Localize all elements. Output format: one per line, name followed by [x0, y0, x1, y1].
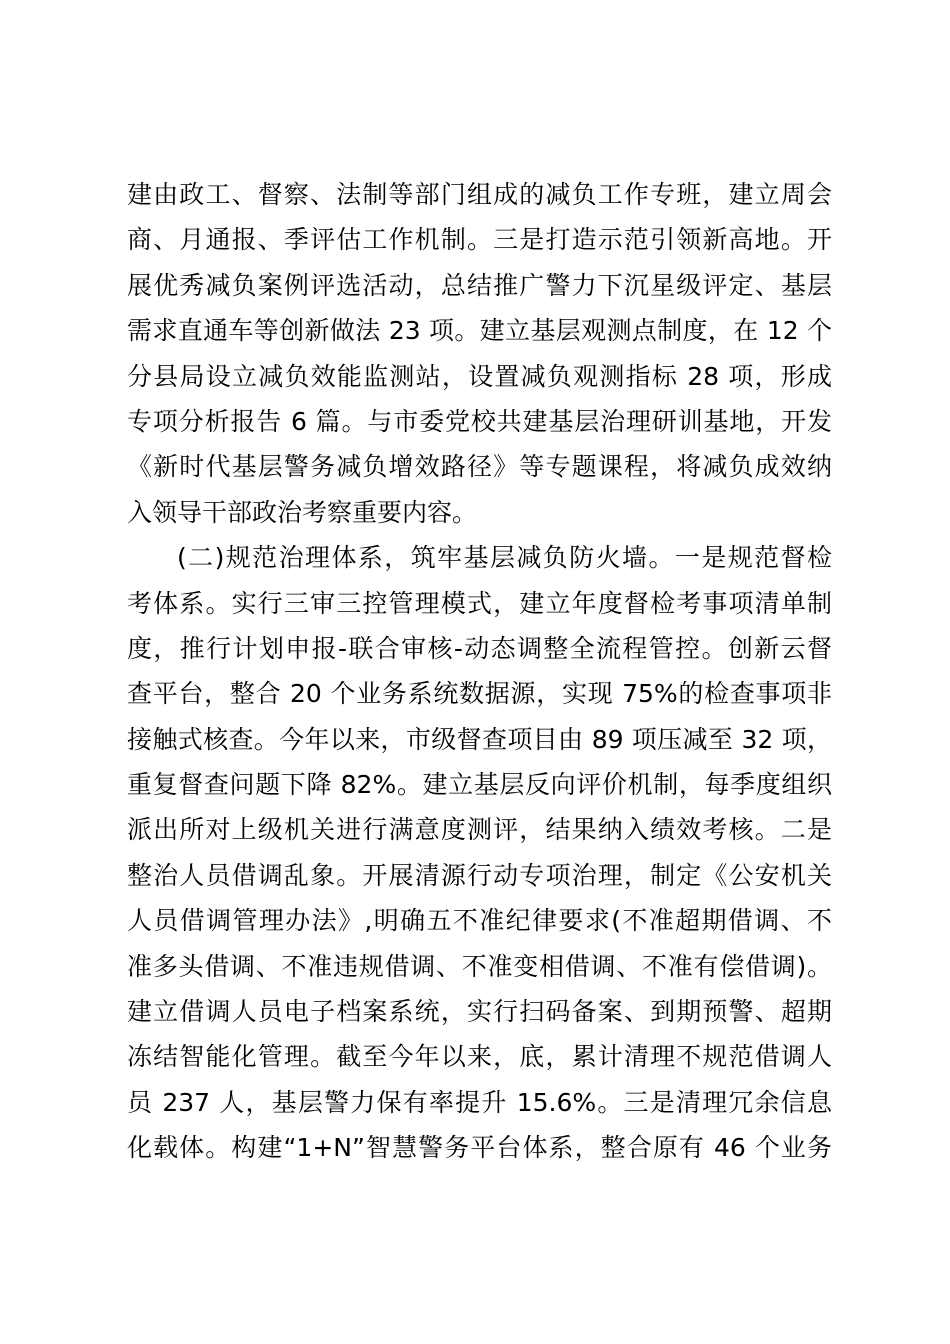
text-line: 建由政工、督察、法制等部门组成的减负工作专班，建立周会: [127, 180, 832, 209]
text-line: 考体系。实行三审三控管理模式，建立年度督检考事项清单制: [127, 588, 832, 618]
text-line: 接触式核查。今年以来，市级督查项目由 89 项压减至 32 项，: [127, 724, 832, 754]
text-line: 展优秀减负案例评选活动，总结推广警力下沉星级评定、基层: [127, 270, 832, 300]
text-line: 专项分析报告 6 篇。与市委党校共建基层治理研训基地，开发: [127, 406, 832, 436]
body-text: [127, 172, 832, 1171]
text-line: 分县局设立减负效能监测站，设置减负观测指标 28 项，形成: [127, 361, 832, 391]
text-line: 查平台，整合 20 个业务系统数据源，实现 75%的检查事项非: [127, 679, 832, 709]
text-line: 派出所对上级机关进行满意度测评，结果纳入绩效考核。二是: [127, 815, 832, 845]
text-line: 员 237 人，基层警力保有率提升 15.6%。三是清理冗余信息: [127, 1087, 832, 1117]
text-line: 建立借调人员电子档案系统，实行扫码备案、到期预警、超期: [127, 997, 832, 1027]
text-line: 度，推行计划申报-联合审核-动态调整全流程管控。创新云督: [127, 633, 832, 663]
text-line: 整治人员借调乱象。开展清源行动专项治理，制定《公安机关: [127, 860, 832, 890]
text-line: 需求直通车等创新做法 23 项。建立基层观测点制度，在 12 个: [127, 316, 832, 346]
text-line: 入领导干部政治考察重要内容。: [127, 497, 478, 527]
text-line: 准多头借调、不准违规借调、不准变相借调、不准有偿借调)。: [127, 951, 832, 981]
text-line: 冻结智能化管理。截至今年以来，底，累计清理不规范借调人: [127, 1042, 832, 1072]
text-line: 《新时代基层警务减负增效路径》等专题课程，将减负成效纳: [127, 452, 832, 482]
text-line: 人员借调管理办法》,明确五不准纪律要求(不准超期借调、不: [127, 906, 832, 936]
section-heading-line: (二)规范治理体系，筑牢基层减负防火墙。一是规范督检: [177, 543, 832, 573]
text-line: 重复督查问题下降 82%。建立基层反向评价机制，每季度组织: [127, 770, 832, 800]
text-line: 化载体。构建“1+N”智慧警务平台体系，整合原有 46 个业务: [127, 1133, 832, 1163]
text-line: 商、月通报、季评估工作机制。三是打造示范引领新高地。开: [127, 225, 832, 255]
